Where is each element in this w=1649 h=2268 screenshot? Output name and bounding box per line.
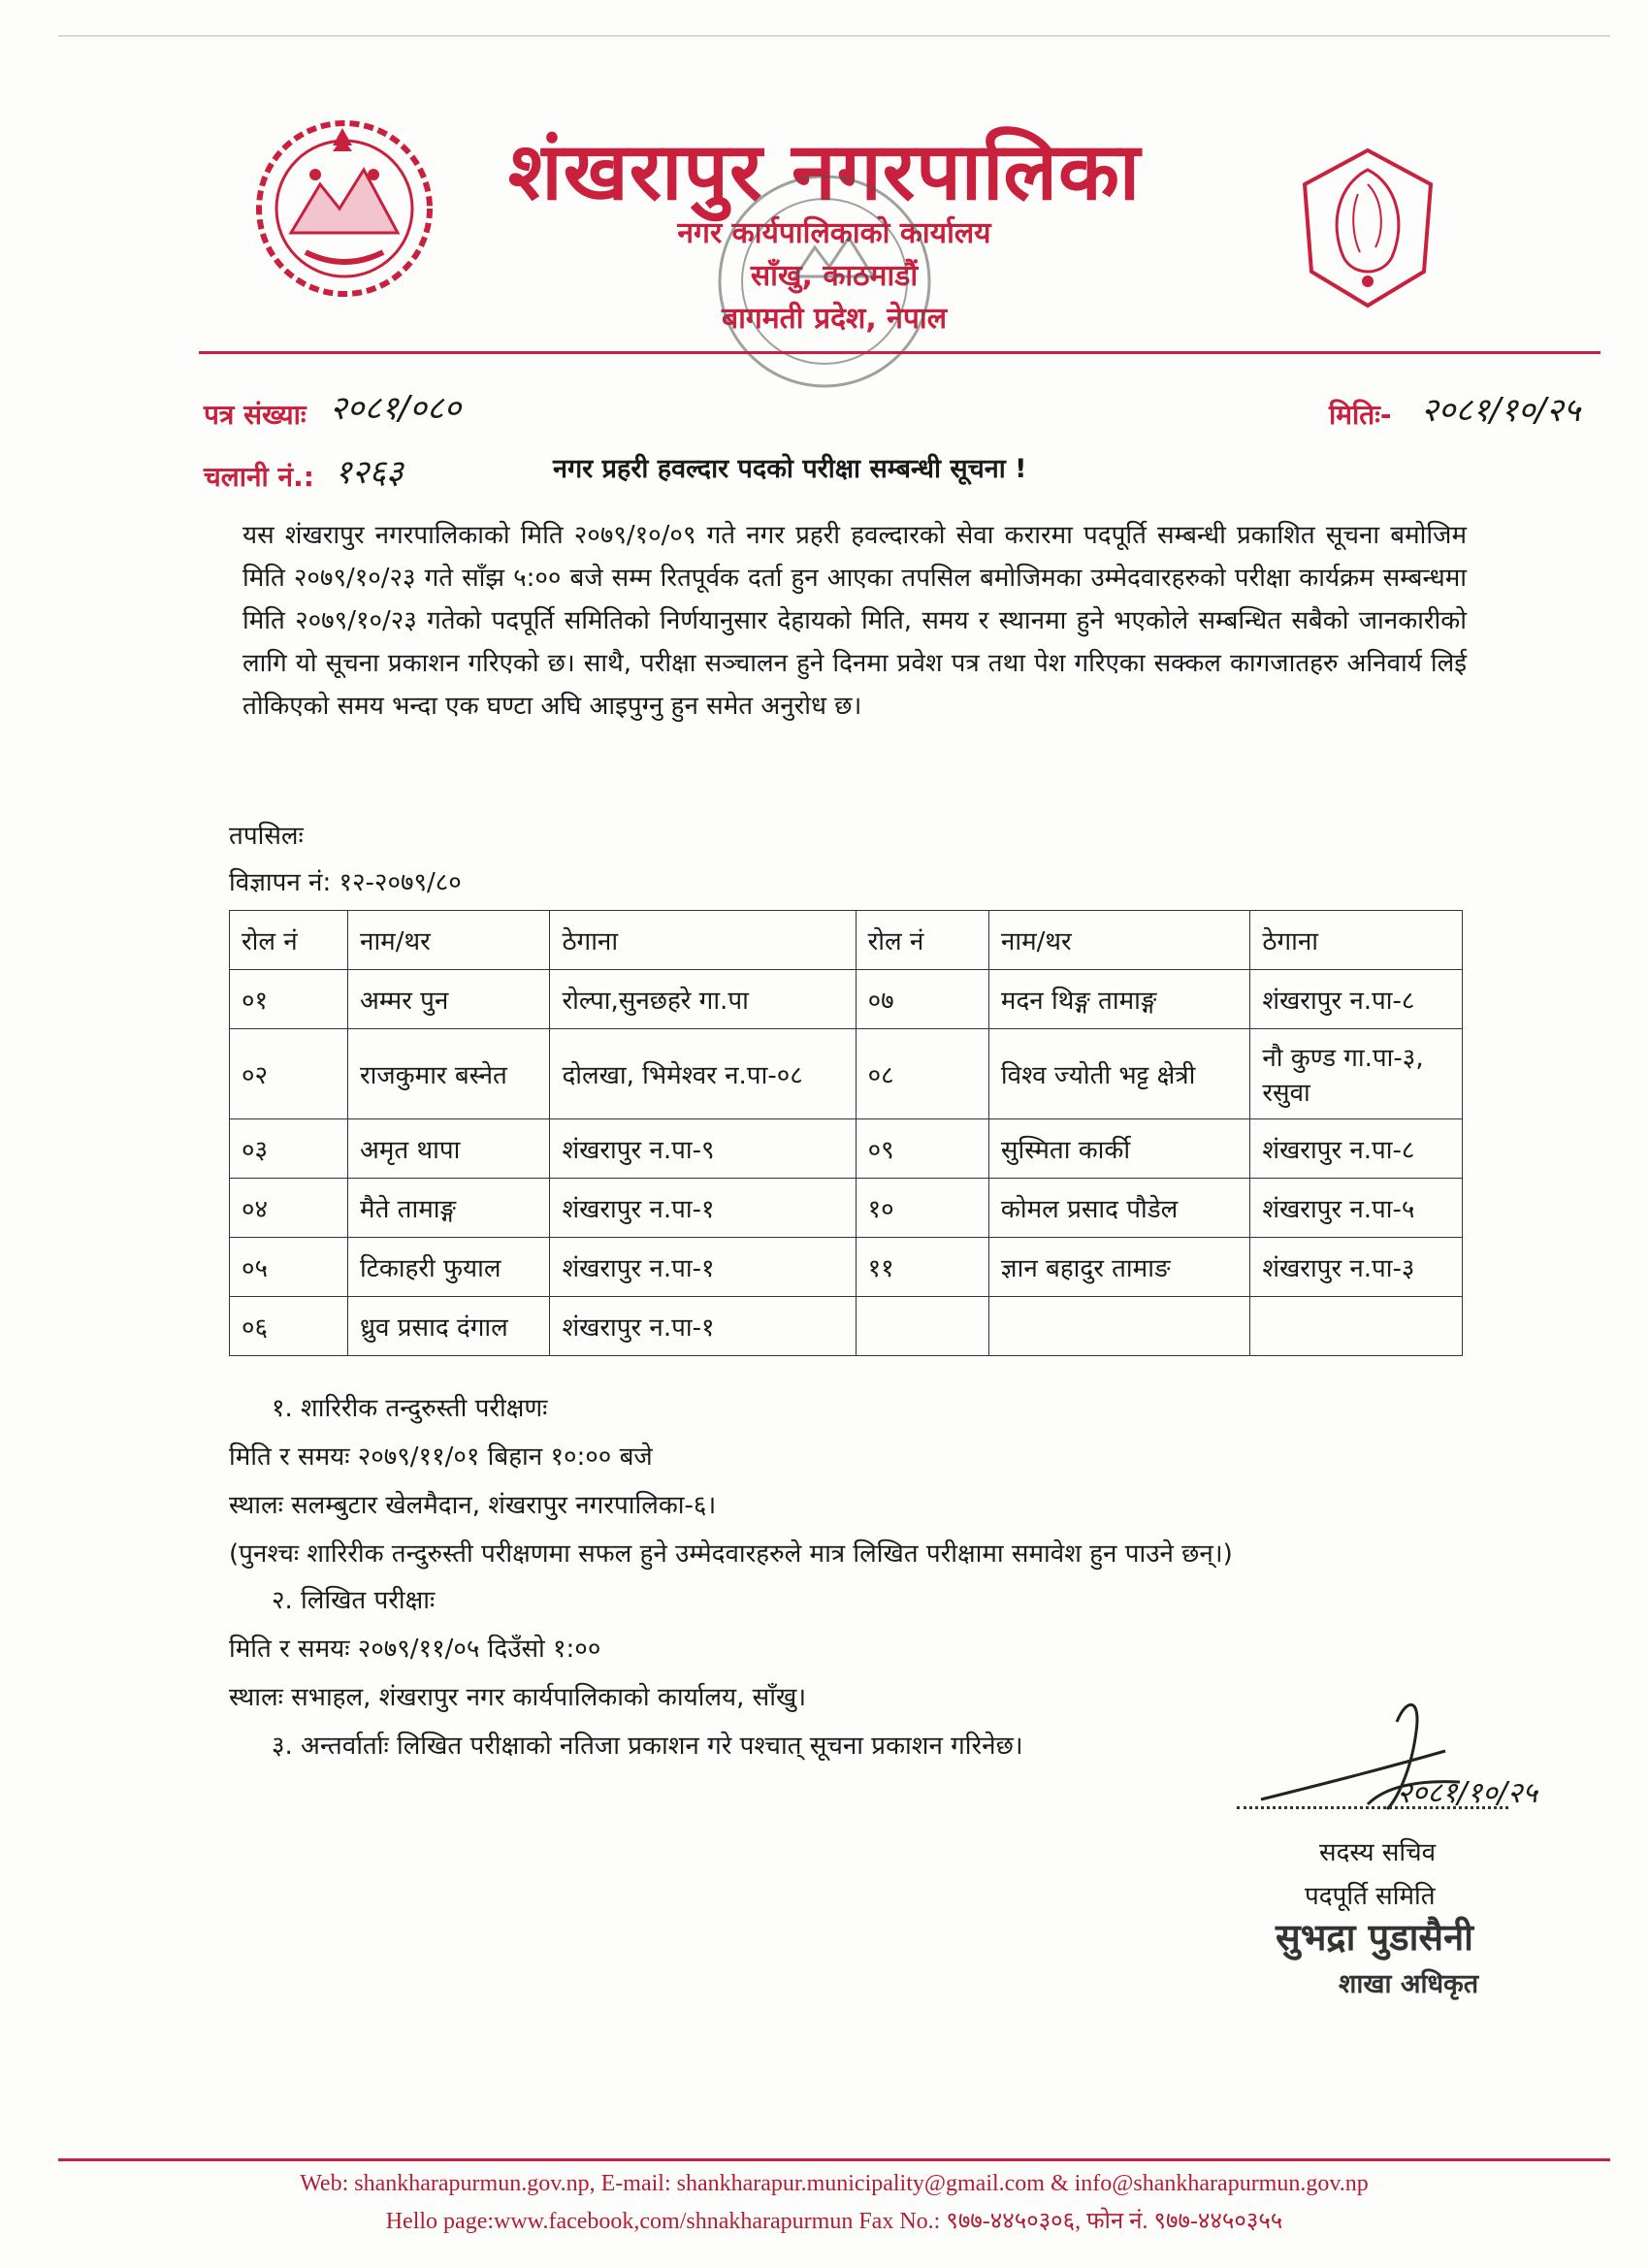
table-header-row — [230, 911, 1463, 970]
office-province: बागमती प्रदेश, नेपाल — [721, 302, 948, 336]
address-cell: रोल्पा,सुनछहरे गा.पा — [550, 970, 856, 1029]
roll-cell: ०८ — [856, 1029, 988, 1119]
name-cell: राजकुमार बस्नेत — [348, 1029, 550, 1119]
table-row — [230, 1029, 1463, 1119]
letter-no-label: पत्र संख्याः — [204, 399, 307, 431]
name-cell: ज्ञान बहादुर तामाङ — [988, 1238, 1249, 1297]
candidate-table — [229, 910, 1463, 1356]
physical-test-note: (पुनश्चः शारिरीक तन्दुरुस्ती परीक्षणमा सफल हुने उम्मेदवारहरुले मात्र लिखित परीक्षामा समावेश हुन पाउने छन्।) — [229, 1539, 1233, 1569]
name-cell: कोमल प्रसाद पौडेल — [988, 1179, 1249, 1238]
col-header-name: नाम/थर — [988, 911, 1249, 970]
tapsil-label: तपसिलः — [229, 822, 304, 851]
interview-info: ३. अन्तर्वार्ताः लिखित परीक्षाको नतिजा प्रकाशन गरे पश्चात् सूचना प्रकाशन गरिनेछ। — [272, 1732, 1023, 1761]
col-header-address: ठेगाना — [550, 911, 856, 970]
conch-logo-icon — [1300, 146, 1436, 310]
name-cell: ध्रुव प्रसाद दंगाल — [348, 1297, 550, 1356]
name-cell: अम्मर पुन — [348, 970, 550, 1029]
dispatch-no-value: १२६३ — [335, 453, 404, 492]
address-cell: शंखरापुर न.पा-१ — [550, 1297, 856, 1356]
signatory-committee: पदपूर्ति समिति — [1305, 1882, 1436, 1911]
name-cell: मैते तामाङ्ग — [348, 1179, 550, 1238]
roll-cell: ०२ — [230, 1029, 348, 1119]
table-row — [230, 1238, 1463, 1297]
col-header-roll: रोल नं — [230, 911, 348, 970]
written-test-title: २. लिखित परीक्षाः — [272, 1586, 436, 1615]
roll-cell: ११ — [856, 1238, 988, 1297]
roll-cell: १० — [856, 1179, 988, 1238]
office-name: नगर कार्यपालिकाको कार्यालय — [677, 216, 991, 250]
notice-heading: नगर प्रहरी हवल्दार पदको परीक्षा सम्बन्धी सूचना ! — [553, 454, 1027, 484]
address-cell: शंखरापुर न.पा-८ — [1250, 970, 1463, 1029]
physical-test-title: १. शारिरीक तन्दुरुस्ती परीक्षणः — [272, 1394, 548, 1423]
roll-cell: ०३ — [230, 1119, 348, 1179]
municipality-title: शंखरापुर नगरपालिका — [507, 126, 1142, 218]
signature-date: २०८१/१०/२५ — [1397, 1776, 1538, 1810]
roll-cell: ०५ — [230, 1238, 348, 1297]
address-cell: शंखरापुर न.पा-१ — [550, 1179, 856, 1238]
roll-cell: ०७ — [856, 970, 988, 1029]
address-cell: शंखरापुर न.पा-१ — [550, 1238, 856, 1297]
date-label: मितिः- — [1329, 399, 1392, 431]
name-cell: सुस्मिता कार्की — [988, 1119, 1249, 1179]
address-cell: दोलखा, भिमेश्वर न.पा-०८ — [550, 1029, 856, 1119]
roll-cell: ०९ — [856, 1119, 988, 1179]
table-row — [230, 970, 1463, 1029]
address-cell: शंखरापुर न.पा-५ — [1250, 1179, 1463, 1238]
written-test-time: मिति र समयः २०७९/११/०५ दिउँसो १:०० — [229, 1635, 601, 1664]
date-value: २०८१/१०/२५ — [1421, 391, 1581, 430]
top-border — [58, 35, 1610, 37]
roll-cell: ०१ — [230, 970, 348, 1029]
letter-no-value: २०८१/०८० — [330, 389, 462, 428]
office-seal-icon — [713, 170, 936, 393]
name-cell: मदन थिङ्ग तामाङ्ग — [988, 970, 1249, 1029]
footer-contact: Web: shankharapurmun.gov.np, E-mail: shankharapur.municipality@gmail.com & info@shankharapurmun.gov.np — [300, 2171, 1369, 2196]
notice-body — [242, 514, 1467, 728]
name-cell: विश्व ज्योती भट्ट क्षेत्री — [988, 1029, 1249, 1119]
notice-paragraph: यस शंखरापुर नगरपालिकाको मिति २०७९/१०/०९ गते नगर प्रहरी हवल्दारको सेवा करारमा पदपूर्ति सम्बन्धी प्रकाशित सूचना बमोजिम मिति २०७९/१०/२३ गते साँझ ५:०० बजे सम्म रितपूर्वक दर्ता हुन आएका तपसिल बमोजिमका उम्मेदवारहरुको परीक्षा कार्यक्रम सम्बन्धमा मिति २०७९/१०/२३ गतेको पदपूर्ति समितिको निर्णयानुसार देहायको मिति, समय र स्थानमा हुने भएकोले सम्बन्धित सबैको जानकारीको लागि यो सूचना प्रकाशन गरिएको छ। साथै, परीक्षा सञ्चालन हुने दिनमा प्रवेश पत्र तथा पेश गरिएका सक्कल कागजातहरु अनिवार्य लिई तोकिएको समय भन्दा एक घण्टा अघि आइपुग्नु हुन समेत अनुरोध छ। — [242, 521, 1467, 721]
roll-cell: ०४ — [230, 1179, 348, 1238]
col-header-address: ठेगाना — [1250, 911, 1463, 970]
footer-divider — [58, 2158, 1610, 2161]
table-row — [230, 1119, 1463, 1179]
name-cell: टिकाहरी फुयाल — [348, 1238, 550, 1297]
table-row — [230, 1297, 1463, 1356]
advert-number: विज्ञापन नं: १२-२०७९/८० — [229, 868, 462, 897]
address-cell: शंखरापुर न.पा-९ — [550, 1119, 856, 1179]
dispatch-no-label: चलानी नं.: — [204, 461, 314, 493]
name-cell: अमृत थापा — [348, 1119, 550, 1179]
col-header-name: नाम/थर — [348, 911, 550, 970]
office-location: साँखु, काठमाडौं — [750, 259, 919, 293]
address-cell: शंखरापुर न.पा-३ — [1250, 1238, 1463, 1297]
name-cell — [988, 1297, 1249, 1356]
table-row — [230, 1179, 1463, 1238]
physical-test-time: मिति र समयः २०७९/११/०१ बिहान १०:०० बजे — [229, 1442, 653, 1472]
address-cell: शंखरापुर न.पा-८ — [1250, 1119, 1463, 1179]
address-cell: नौ कुण्ड गा.पा-३, रसुवा — [1250, 1029, 1463, 1119]
roll-cell — [856, 1297, 988, 1356]
written-test-place: स्थालः सभाहल, शंखरापुर नगर कार्यपालिकाको कार्यालय, साँखु। — [229, 1683, 807, 1712]
signatory-name: सुभद्रा पुडासैनी — [1276, 1916, 1474, 1959]
signatory-post: शाखा अधिकृत — [1339, 1969, 1479, 1999]
col-header-roll: रोल नं — [856, 911, 988, 970]
roll-cell: ०६ — [230, 1297, 348, 1356]
physical-test-place: स्थालः सलम्बुटार खेलमैदान, शंखरापुर नगरपालिका-६। — [229, 1491, 717, 1520]
footer-social: Hello page:www.facebook,com/shnakharapurmun Fax No.: ९७७-४४५०३०६, फोन नं. ९७७-४४५०३५५ — [385, 2209, 1283, 2234]
address-cell — [1250, 1297, 1463, 1356]
signatory-role: सदस्य सचिव — [1319, 1838, 1437, 1867]
header-divider — [199, 351, 1600, 354]
